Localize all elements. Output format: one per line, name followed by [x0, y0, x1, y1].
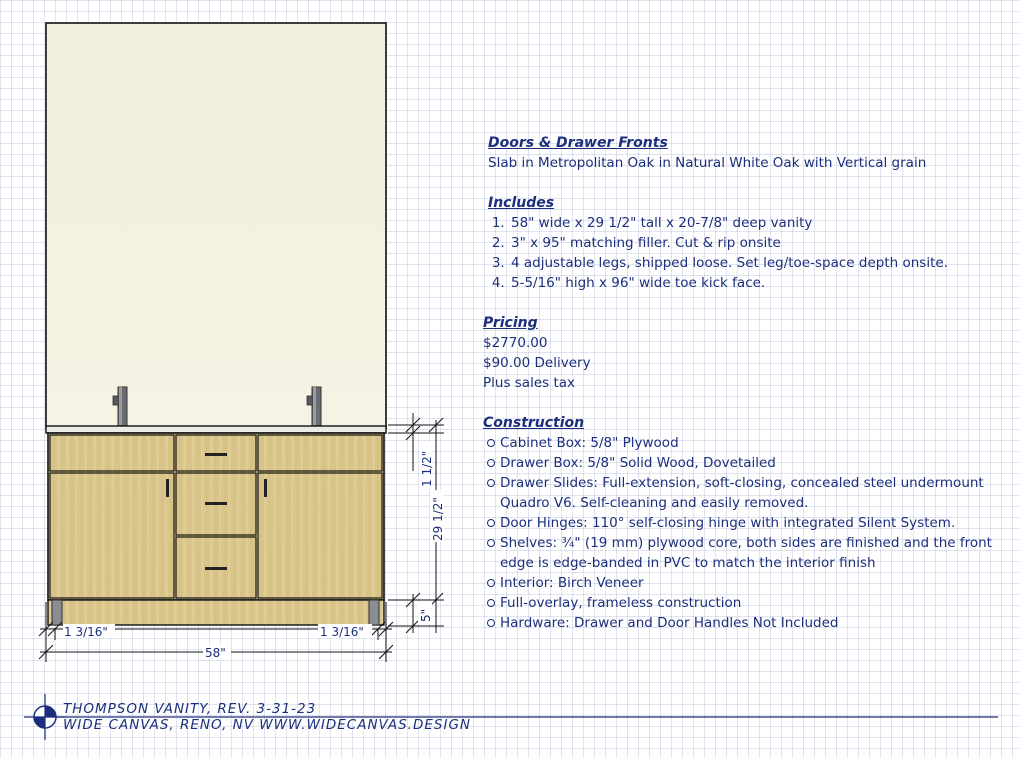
dim-cabinet-height: 29 1/2"	[431, 497, 445, 541]
drawer-handle-2	[205, 502, 227, 505]
wall-panel	[46, 23, 386, 428]
drawer-handle-3	[205, 567, 227, 570]
leg-right	[369, 600, 379, 625]
drawer-handle-1	[205, 453, 227, 456]
dim-overall-width: 58"	[205, 646, 226, 660]
includes-item: 1. 58" wide x 29 1/2" tall x 20-7/8" deep vanity	[509, 213, 1013, 233]
pricing-price: $2770.00	[483, 335, 548, 351]
construction-section	[483, 413, 1013, 633]
door-left	[50, 473, 174, 598]
dim-left-offset: 1 3/16"	[64, 625, 108, 639]
door-handle-left	[166, 479, 169, 497]
construction-item: Door Hinges: 110° self-closing hinge with integrated Silent System.	[483, 513, 1013, 533]
drawer-front-top-left	[50, 435, 174, 471]
includes-list	[483, 213, 1013, 293]
includes-heading: Includes	[488, 195, 555, 211]
doors-heading: Doors & Drawer Fronts	[488, 135, 668, 151]
dim-top-rail: 1 1/2"	[420, 450, 434, 487]
pricing-heading: Pricing	[483, 315, 538, 331]
includes-item: 3. 4 adjustable legs, shipped loose. Set leg/toe-space depth onsite.	[509, 253, 1013, 273]
construction-item: Drawer Box: 5/8" Solid Wood, Dovetailed	[483, 453, 1013, 473]
dim-toe-kick: 5"	[419, 608, 433, 622]
countertop	[46, 426, 386, 433]
drawer-front-top-right	[258, 435, 382, 471]
leg-left	[52, 600, 62, 625]
pricing-section	[483, 313, 1013, 393]
title-block-line1: THOMPSON VANITY, REV. 3-31-23	[63, 701, 317, 717]
construction-heading: Construction	[483, 415, 585, 431]
construction-list	[483, 433, 1013, 633]
construction-item: Cabinet Box: 5/8" Plywood	[483, 433, 1013, 453]
includes-section	[483, 193, 1013, 293]
title-block-line2: WIDE CANVAS, RENO, NV WWW.WIDECANVAS.DESIGN	[63, 717, 472, 733]
includes-item: 2. 3" x 95" matching filler. Cut & rip onsite	[509, 233, 1013, 253]
door-right	[258, 473, 382, 598]
includes-item: 4. 5-5/16" high x 96" wide toe kick face.	[509, 273, 1013, 293]
specification-notes	[483, 133, 1013, 653]
doors-section	[483, 133, 1013, 173]
construction-item: Drawer Slides: Full-extension, soft-closing, concealed steel undermount Quadro V6. Self-cleaning and easily removed.	[483, 473, 1013, 513]
toe-kick-face	[48, 600, 384, 625]
title-block	[63, 701, 471, 733]
pricing-tax: Plus sales tax	[483, 375, 576, 391]
construction-item: Interior: Birch Veneer	[483, 573, 1013, 593]
construction-item: Hardware: Drawer and Door Handles Not Included	[483, 613, 1013, 633]
doors-text: Slab in Metropolitan Oak in Natural White Oak with Vertical grain	[488, 155, 927, 171]
construction-item: Full-overlay, frameless construction	[483, 593, 1013, 613]
dim-right-offset: 1 3/16"	[320, 625, 364, 639]
door-handle-right	[264, 479, 267, 497]
construction-item: Shelves: ¾" (19 mm) plywood core, both sides are finished and the front edge is edge-banded in PVC to match the interior finish	[483, 533, 1013, 573]
pricing-delivery: $90.00 Delivery	[483, 355, 591, 371]
